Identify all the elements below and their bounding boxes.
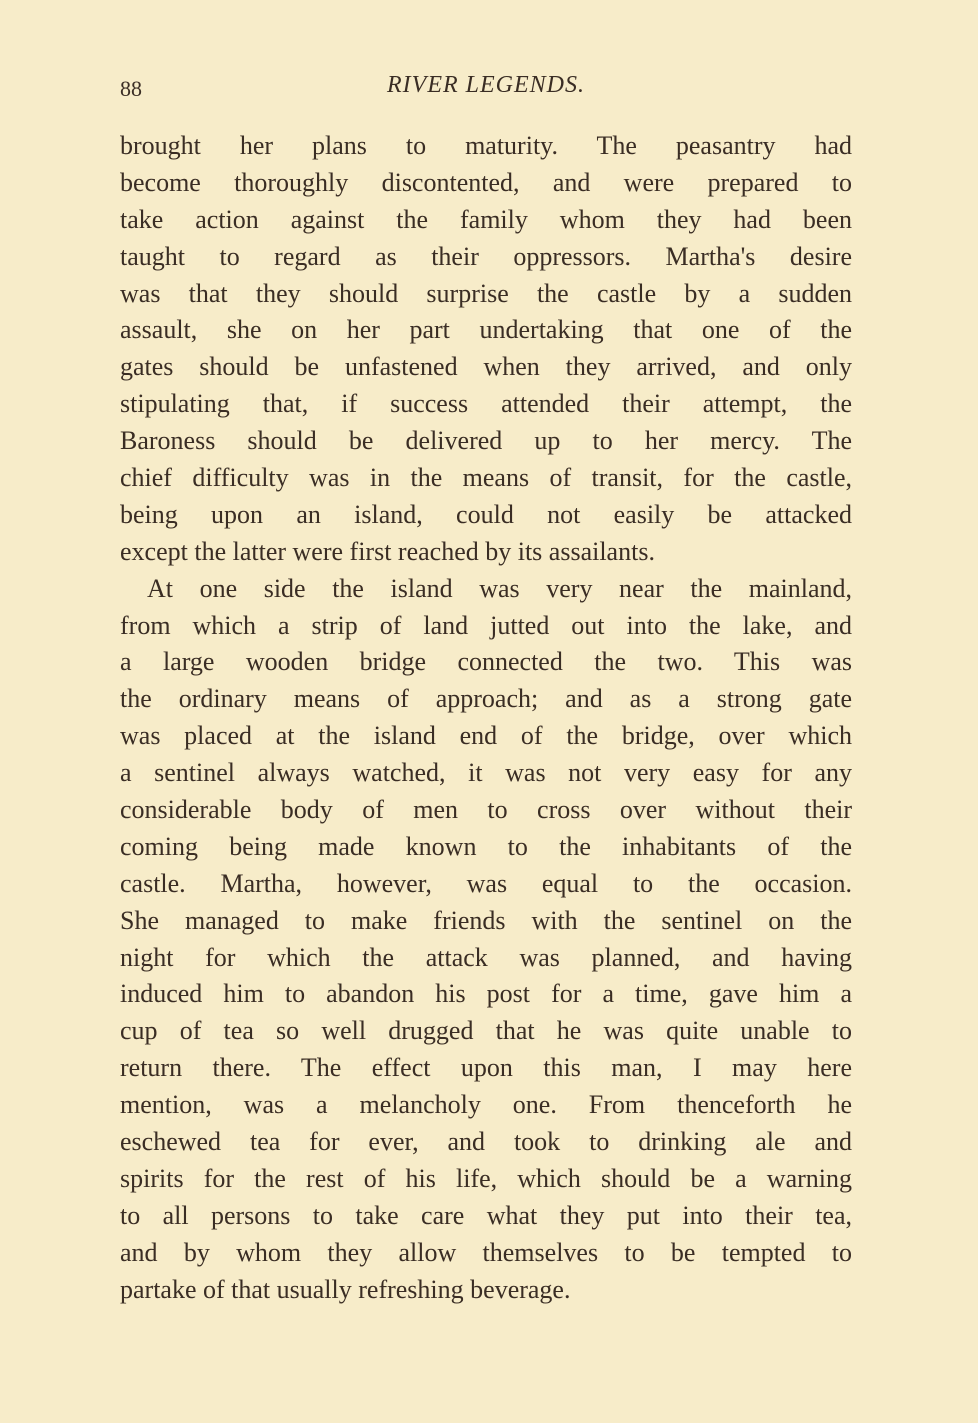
text-line: brought her plans to maturity. The peasantry had [120, 131, 852, 160]
text-line: coming being made known to the inhabitants of the [120, 831, 852, 861]
text-line: Baroness should be delivered up to her mercy. The [120, 426, 852, 456]
text-line: mention, was a melancholy one. From thenceforth he [120, 1090, 852, 1120]
text-line: and by whom they allow themselves to be tempted to [120, 1237, 852, 1267]
text-line: considerable body of men to cross over without their [120, 795, 852, 825]
text-line: eschewed tea for ever, and took to drinking ale and [120, 1127, 852, 1157]
text-line: take action against the family whom they had been [120, 204, 852, 234]
page-number: 88 [120, 76, 142, 101]
text-line: become thoroughly discontented, and were prepared to [120, 167, 852, 197]
text-line: a large wooden bridge connected the two. This was [120, 647, 852, 677]
text-line: castle. Martha, however, was equal to the occasion. [120, 868, 852, 898]
text-line: At one side the island was very near the mainland, [147, 573, 852, 603]
text-line: from which a strip of land jutted out into the lake, and [120, 610, 852, 640]
text-line: She managed to make friends with the sentinel on the [120, 905, 852, 935]
text-line: spirits for the rest of his life, which should be a warning [120, 1163, 852, 1193]
text-line: was placed at the island end of the bridge, over which [120, 721, 852, 751]
text-line: partake of that usually refreshing beverage. [120, 1274, 571, 1304]
page-header [120, 72, 852, 106]
running-title: RIVER LEGENDS. [387, 72, 585, 98]
text-line: induced him to abandon his post for a time, gave him a [120, 979, 852, 1009]
text-line: to all persons to take care what they put into their tea, [120, 1200, 852, 1230]
text-line: except the latter were first reached by its assailants. [120, 536, 655, 566]
text-line: return there. The effect upon this man, I may here [120, 1053, 852, 1083]
text-line: taught to regard as their oppressors. Martha's desire [120, 241, 852, 271]
text-line: gates should be unfastened when they arrived, and only [120, 352, 852, 382]
page-body [120, 128, 852, 1309]
text-line: cup of tea so well drugged that he was quite unable to [120, 1016, 852, 1046]
text-line: assault, she on her part undertaking that one of the [120, 315, 852, 345]
text-line: stipulating that, if success attended their attempt, the [120, 389, 852, 419]
text-line: was that they should surprise the castle by a sudden [120, 278, 852, 308]
text-line: a sentinel always watched, it was not very easy for any [120, 758, 852, 788]
text-line: night for which the attack was planned, and having [120, 942, 852, 972]
text-line: chief difficulty was in the means of transit, for the castle, [120, 463, 852, 493]
text-line: being upon an island, could not easily be attacked [120, 499, 852, 529]
text-line: the ordinary means of approach; and as a strong gate [120, 684, 852, 714]
